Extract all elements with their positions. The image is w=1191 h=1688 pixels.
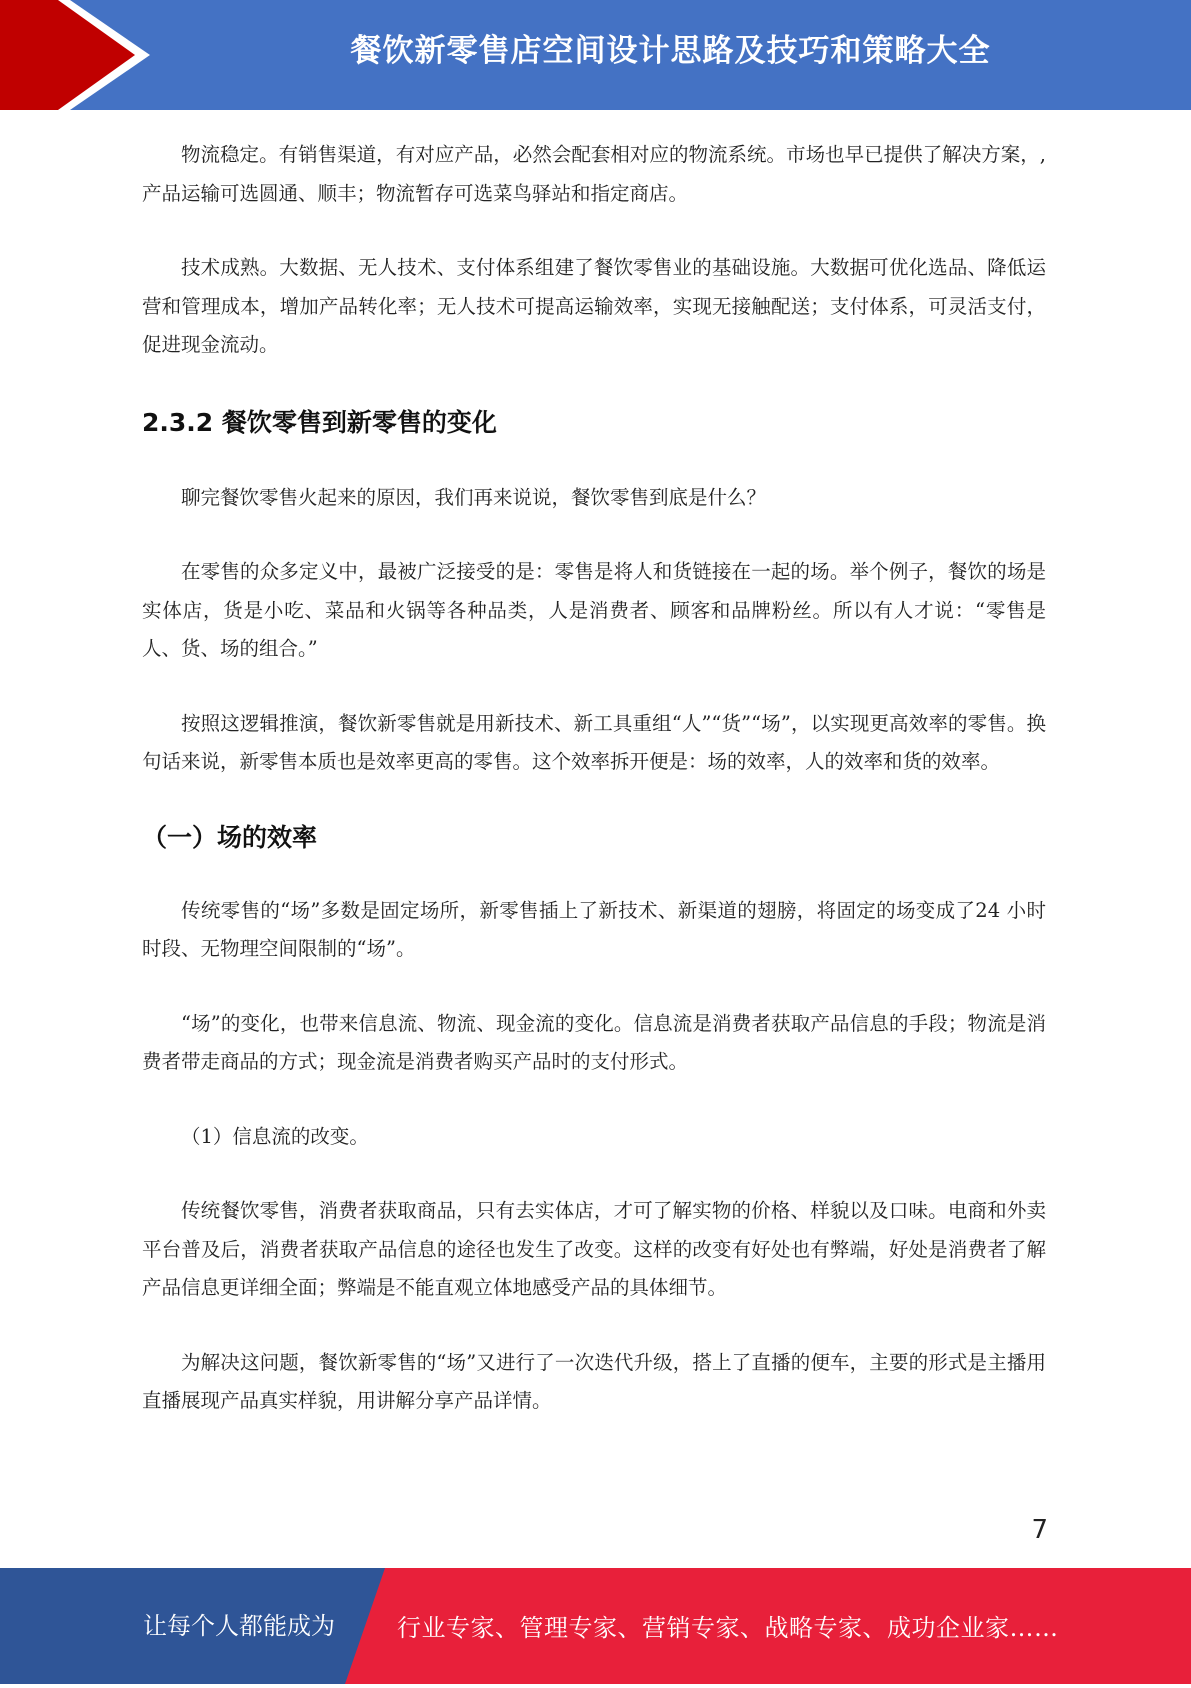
paragraph: 按照这逻辑推演，餐饮新零售就是用新技术、新工具重组“人”“货”“场”，以实现更高效率的零售。换句话来说，新零售本质也是效率更高的零售。这个效率拆开便是：场的效率，人的效率和货的效率。 [142,711,1046,773]
paragraph: 技术成熟。大数据、无人技术、支付体系组建了餐饮零售业的基础设施。大数据可优化选品、降低运营和管理成本，增加产品转化率；无人技术可提高运输效率，实现无接触配送；支付体系，可灵活支付，促进现金流动。 [142,256,1046,356]
document-title: 餐饮新零售店空间设计思路及技巧和策略大全 [350,33,991,69]
page-header [0,0,1191,110]
page-footer [0,1568,1191,1684]
header-chevron-icon [0,0,160,110]
paragraph: 物流稳定。有销售渠道，有对应产品，必然会配套相对应的物流系统。市场也早已提供了解决方案，,产品运输可选圆通、顺丰；物流暂存可选菜鸟驿站和指定商店。 [142,143,1046,205]
paragraph: 为解决这问题，餐饮新零售的“场”又进行了一次迭代升级，搭上了直播的便车，主要的形式是主播用直播展现产品真实样貌，用讲解分享产品详情。 [142,1350,1046,1412]
footer-slogan-left: 让每个人都能成为 [143,1612,335,1640]
paragraph: 在零售的众多定义中，最被广泛接受的是：零售是将人和货链接在一起的场。举个例子，餐饮的场是实体店，货是小吃、菜品和火锅等各种品类，人是消费者、顾客和品牌粉丝。所以有人才说：“零售是人、货、场的组合。” [142,560,1046,660]
section-heading: 2.3.2 餐饮零售到新零售的变化 [142,407,497,437]
page-number: 7 [1031,1515,1048,1545]
subsection-heading: （一）场的效率 [142,822,318,852]
list-item-heading: （1）信息流的改变。 [181,1124,369,1148]
paragraph: “场”的变化，也带来信息流、物流、现金流的变化。信息流是消费者获取产品信息的手段；物流是消费者带走商品的方式；现金流是消费者购买产品时的支付形式。 [142,1011,1046,1073]
paragraph: 传统零售的“场”多数是固定场所，新零售插上了新技术、新渠道的翅膀，将固定的场变成了24 小时时段、无物理空间限制的“场”。 [142,898,1046,960]
paragraph: 聊完餐饮零售火起来的原因，我们再来说说，餐饮零售到底是什么？ [181,485,767,509]
paragraph: 传统餐饮零售，消费者获取商品，只有去实体店，才可了解实物的价格、样貌以及口味。电商和外卖平台普及后，消费者获取产品信息的途径也发生了改变。这样的改变有好处也有弊端，好处是消费者了解产品信息更详细全面；弊端是不能直观立体地感受产品的具体细节。 [142,1199,1046,1299]
document-body [142,130,1046,1421]
footer-slogan-right: 行业专家、管理专家、营销专家、战略专家、成功企业家…… [397,1614,1059,1642]
